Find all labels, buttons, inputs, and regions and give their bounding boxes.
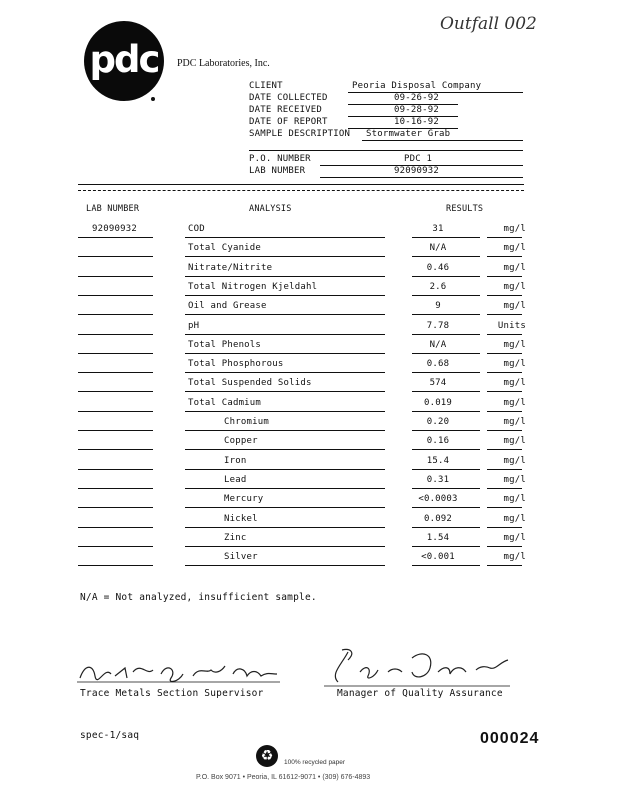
row-unit: mg/l [503,436,526,447]
row-line [185,334,385,335]
right-signature [320,642,520,692]
row-line [487,449,522,450]
company-name: PDC Laboratories, Inc. [177,58,270,69]
footer-address: P.O. Box 9071 • Peoria, IL 61612-9071 • (309) 676-4893 [196,774,371,781]
pdc-logo [84,21,164,101]
table-row [0,456,617,475]
row-line [487,334,522,335]
row-analysis: Iron [224,455,247,466]
row-line [487,391,522,392]
row-line [78,334,153,335]
row-line [487,527,522,528]
table-row [0,263,617,282]
row-line [78,353,153,354]
row-line [487,411,522,412]
row-result: <0.001 [421,552,455,563]
row-unit: mg/l [503,262,526,273]
row-analysis: Oil and Grease [188,301,267,312]
recycle-icon: ♻ [256,745,278,767]
right-signature-title: Manager of Quality Assurance [337,688,503,699]
table-row [0,494,617,513]
row-unit: mg/l [503,455,526,466]
row-line [412,276,480,277]
row-line [185,488,385,489]
row-line [412,430,480,431]
table-row [0,378,617,397]
row-line [78,565,153,566]
row-line [78,527,153,528]
row-analysis: Nickel [224,513,258,524]
row-line [412,507,480,508]
row-unit: mg/l [503,474,526,485]
lab-number-value: 92090932 [394,166,439,176]
table-row [0,533,617,552]
header-lab-number: LAB NUMBER [86,204,140,214]
row-line [412,334,480,335]
page-number: 000024 [480,730,540,747]
sample-description-value: Stormwater Grab [366,129,451,139]
row-result: 0.46 [426,262,450,273]
row-unit: Units [497,320,526,331]
header-results: RESULTS [446,204,484,214]
row-unit: mg/l [503,224,526,234]
date-of-report-value: 10-16-92 [394,117,439,127]
row-lab-number: 92090932 [92,224,137,234]
row-analysis: Total Nitrogen Kjeldahl [188,281,318,292]
row-line [185,353,385,354]
row-line [185,411,385,412]
table-row [0,514,617,533]
row-line [412,546,480,547]
row-line [412,237,480,238]
row-result: 0.16 [426,436,450,447]
document-code: spec-1/saq [80,730,140,741]
row-unit: mg/l [503,532,526,543]
row-line [487,353,522,354]
row-line [412,527,480,528]
row-line [185,507,385,508]
row-result: 0.092 [423,513,453,524]
row-result: 0.31 [426,474,450,485]
row-unit: mg/l [503,281,526,292]
row-result: N/A [429,339,447,350]
logo-registered-mark [151,97,155,101]
table-row [0,436,617,455]
row-unit: mg/l [503,243,526,254]
row-result: 2.6 [429,281,447,292]
row-result: 31 [432,224,444,234]
lab-number-label: LAB NUMBER [249,166,306,176]
row-analysis: Total Phosphorous [188,359,284,370]
row-line [412,565,480,566]
row-unit: mg/l [503,378,526,389]
row-line [185,469,385,470]
row-unit: mg/l [503,494,526,505]
row-analysis: pH [188,320,200,331]
row-result: 15.4 [426,455,450,466]
row-line [78,488,153,489]
handwritten-note: Outfall 002 [440,14,537,34]
table-row [0,398,617,417]
row-line [78,237,153,238]
row-line [412,353,480,354]
date-received-value: 09-28-92 [394,105,439,115]
row-line [412,295,480,296]
table-row [0,552,617,571]
row-analysis: Total Suspended Solids [188,378,312,389]
row-line [185,256,385,257]
date-received-label: DATE RECEIVED [249,105,323,115]
row-line [78,314,153,315]
row-analysis: Silver [224,552,258,563]
row-analysis: Mercury [224,494,264,505]
date-of-report-label: DATE OF REPORT [249,117,328,127]
row-line [78,411,153,412]
po-number-label: P.O. NUMBER [249,154,311,164]
row-result: 1.54 [426,532,450,543]
row-line [78,507,153,508]
row-line [185,391,385,392]
row-result: 7.78 [426,320,450,331]
row-line [487,488,522,489]
row-analysis: Total Cyanide [188,243,262,254]
row-result: 0.20 [426,417,450,427]
row-line [78,256,153,257]
left-signature-title: Trace Metals Section Supervisor [80,688,264,699]
table-row [0,321,617,340]
row-unit: mg/l [503,359,526,370]
row-line [487,469,522,470]
table-row [0,417,617,436]
row-line [78,469,153,470]
row-analysis: Chromium [224,417,269,427]
row-line [412,488,480,489]
row-result: 0.68 [426,359,450,370]
footnote: N/A = Not analyzed, insufficient sample. [80,592,317,603]
separator-line [78,184,524,185]
row-line [185,276,385,277]
row-line [185,314,385,315]
row-line [185,372,385,373]
row-line [412,372,480,373]
row-line [412,411,480,412]
row-line [185,565,385,566]
table-row [0,359,617,378]
row-unit: mg/l [503,513,526,524]
row-line [487,276,522,277]
row-line [185,449,385,450]
row-unit: mg/l [503,552,526,563]
separator-line [78,190,524,191]
row-line [487,237,522,238]
row-line [487,295,522,296]
po-number-value: PDC 1 [404,154,433,164]
date-collected-value: 09-26-92 [394,93,439,103]
table-row [0,475,617,494]
row-line [412,314,480,315]
row-line [185,237,385,238]
date-collected-label: DATE COLLECTED [249,93,328,103]
row-line [487,256,522,257]
table-row [0,340,617,359]
row-result: <0.0003 [418,494,458,505]
row-line [487,546,522,547]
row-result: N/A [429,243,447,254]
row-line [78,391,153,392]
left-signature [75,652,285,688]
row-line [487,507,522,508]
row-line [412,391,480,392]
row-result: 574 [429,378,447,389]
logo-text: pdc [89,37,159,81]
row-unit: mg/l [503,417,526,427]
row-analysis: COD [188,224,205,234]
row-line [412,256,480,257]
row-line [78,430,153,431]
row-line [185,295,385,296]
recycled-paper-note: 100% recycled paper [284,759,346,766]
row-unit: mg/l [503,397,526,408]
client-label: CLIENT [249,81,283,91]
table-row [0,243,617,262]
table-row [0,301,617,320]
header-analysis: ANALYSIS [249,204,292,214]
row-result: 0.019 [423,397,453,408]
row-analysis: Total Cadmium [188,397,262,408]
row-line [412,449,480,450]
row-line [487,565,522,566]
row-line [487,430,522,431]
row-analysis: Copper [224,436,258,447]
row-line [412,469,480,470]
table-row [0,224,617,243]
row-line [78,295,153,296]
sample-description-label: SAMPLE DESCRIPTION [249,129,351,139]
row-unit: mg/l [503,339,526,350]
row-analysis: Total Phenols [188,339,262,350]
row-line [185,527,385,528]
client-value: Peoria Disposal Company [352,81,482,91]
row-result: 9 [435,301,441,312]
row-line [78,372,153,373]
row-line [185,546,385,547]
row-unit: mg/l [503,301,526,312]
row-line [78,276,153,277]
row-analysis: Zinc [224,532,247,543]
table-row [0,282,617,301]
row-line [487,372,522,373]
row-analysis: Lead [224,474,247,485]
row-line [487,314,522,315]
row-line [78,449,153,450]
row-line [185,430,385,431]
row-analysis: Nitrate/Nitrite [188,262,273,273]
row-line [78,546,153,547]
